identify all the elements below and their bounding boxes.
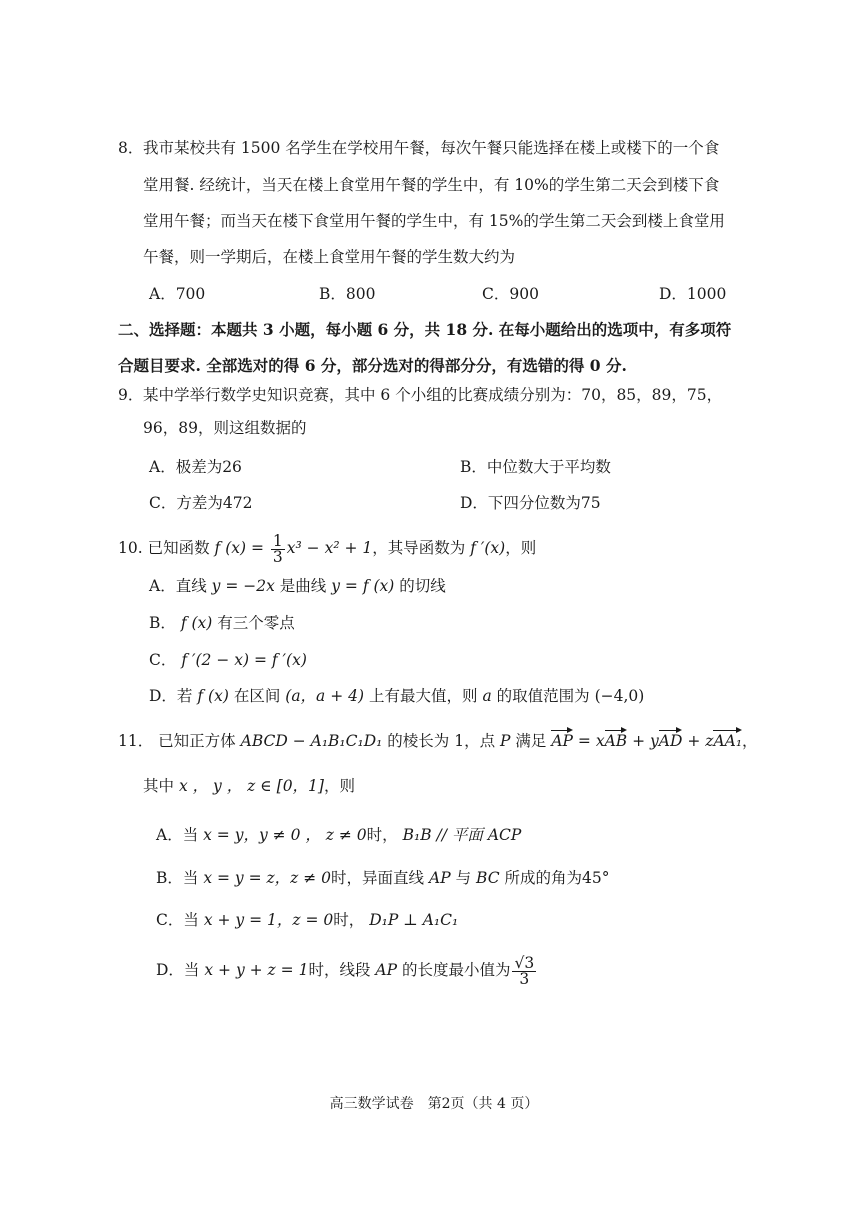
q11-eq-x: = x (577, 732, 605, 750)
q10-d-mid2: 上有最大值，则 (368, 687, 478, 705)
q10-func: f (x) = (214, 539, 264, 557)
q10-b-eq: f (x) (180, 614, 213, 632)
q11-number: 11． (118, 732, 154, 750)
q9-option-b: B．中位数大于平均数 (460, 458, 611, 476)
q11-stem-end: ， (742, 732, 758, 750)
q11-a-label: A．当 (156, 826, 199, 844)
q11-a-eq: x = y，y ≠ 0 ， z ≠ 0 (203, 826, 367, 844)
q10-fraction (271, 531, 285, 566)
q11-c-label: C．当 (156, 911, 199, 929)
q11-c-eq2: D₁P ⊥ A₁C₁ (369, 911, 459, 929)
q10-d-label: D．若 (149, 687, 193, 705)
q10-a-end: 的切线 (399, 577, 446, 595)
q8-line-1: 我市某校共有 1500 名学生在学校用午餐，每次午餐只能选择在楼上或楼下的一个食 (143, 139, 720, 157)
q10-a-eq2: y = f (x) (331, 577, 395, 595)
q11-cube: ABCD − A₁B₁C₁D₁ (240, 732, 383, 750)
q11-b-label: B．当 (156, 869, 199, 887)
page-footer: 高三数学试卷 第2页（共 4 页） (329, 1096, 539, 1112)
q11-stem-pre: 已知正方体 (158, 732, 236, 750)
q10-poly: x³ − x² + 1 (286, 539, 373, 557)
q11-eq-y: + y (632, 732, 659, 750)
q10-stem (118, 533, 536, 565)
q10-b-end: 有三个零点 (217, 614, 295, 632)
q11-c-mid: 时， (333, 911, 365, 929)
q10-frac-num: 1 (272, 531, 283, 550)
q11-stem-mid: 的棱长为 1，点 (387, 732, 496, 750)
q10-d-eq1: f (x) (197, 687, 229, 705)
q11-stem (118, 731, 758, 751)
q11-d-frac-den: 3 (519, 969, 530, 988)
q10-frac-den: 3 (272, 547, 283, 566)
q10-b-label: B． (149, 614, 176, 632)
q10-stem-pre: 已知函数 (147, 539, 210, 557)
section2-heading-line-2: 合题目要求. 全部选对的得 6 分，部分选对的得部分分，有选错的得 0 分. (118, 356, 627, 375)
q9-option-c: C．方差为472 (149, 494, 253, 512)
q11-point-p: P (500, 732, 511, 750)
q10-number: 10. (118, 539, 143, 557)
q10-option-c (149, 650, 307, 670)
q11-eq-z: + z (687, 732, 714, 750)
q11-d-ap: AP (375, 961, 398, 979)
q11-a-eq2: B₁B // 平面 ACP (402, 826, 522, 844)
q11-d-eq: x + y + z = 1 (204, 961, 309, 979)
q10-c-eq: f ′(2 − x) = f ′(x) (181, 651, 307, 669)
q10-d-eq2: (a，a + 4) (285, 687, 365, 705)
q11-b-end: 所成的角为45° (504, 869, 610, 887)
q9-number: 9． (118, 386, 144, 404)
q10-stem-mid: ，其导函数为 (372, 539, 466, 557)
q8-number: 8． (118, 139, 144, 157)
q11-a-mid: 时， (366, 826, 398, 844)
q10-option-a (149, 576, 446, 596)
q11-d-fraction (512, 953, 536, 988)
q10-a-eq1: y = −2x (211, 577, 275, 595)
q9-option-d: D．下四分位数为75 (460, 494, 601, 512)
q11-vec-ab: AB (604, 732, 628, 750)
q10-option-d (149, 686, 644, 706)
q11-c-eq: x + y = 1，z = 0 (203, 911, 334, 929)
q11-b-mid: 时，异面直线 (331, 869, 425, 887)
q8-line-2: 堂用餐. 经统计，当天在楼上食堂用午餐的学生中，有 10%的学生第二天会到楼下食 (143, 176, 720, 194)
q10-d-mid1: 在区间 (233, 687, 281, 705)
q11-b-ap: AP (429, 869, 451, 887)
q8-option-d: D．1000 (659, 285, 727, 303)
q11-d-label: D．当 (156, 961, 200, 979)
q11-line2-pre: 其中 (143, 777, 175, 795)
q11-option-a (156, 825, 521, 845)
q8-option-c: C．900 (482, 285, 539, 303)
q11-d-mid2: 的长度最小值为 (401, 961, 511, 979)
q9-line-1: 某中学举行数学史知识竞赛，其中 6 个小组的比赛成绩分别为：70，85，89，75， (143, 386, 723, 404)
q11-option-c (156, 910, 458, 930)
q11-d-frac-num: √3 (514, 953, 535, 972)
q11-line2-end: ，则 (323, 777, 355, 795)
q10-option-b (149, 613, 295, 633)
q8-option-a: A．700 (149, 285, 206, 303)
q10-stem-end: ，则 (505, 539, 537, 557)
q8-line-3: 堂用午餐；而当天在楼下食堂用午餐的学生中，有 15%的学生第二天会到楼上食堂用 (143, 212, 725, 230)
q11-b-with: 与 (455, 869, 472, 887)
q11-vec-ap: AP (551, 732, 573, 750)
q11-b-bc: BC (476, 869, 500, 887)
q10-d-eq3: a (482, 687, 492, 705)
q9-line-2: 96，89，则这组数据的 (143, 419, 307, 437)
q11-line2-vars: x ， y ， z ∈ [0，1] (178, 777, 324, 795)
q11-b-eq: x = y = z，z ≠ 0 (203, 869, 332, 887)
q11-line-2 (143, 776, 355, 796)
q11-stem-mid2: 满足 (515, 732, 547, 750)
q11-option-b (156, 868, 609, 888)
q11-option-d (156, 950, 538, 990)
q9-option-a: A．极差为26 (149, 458, 242, 476)
q11-vec-aa1: AA₁ (713, 732, 743, 750)
q10-a-mid: 是曲线 (279, 577, 327, 595)
q11-d-mid: 时，线段 (308, 961, 371, 979)
q10-a-label: A．直线 (149, 577, 207, 595)
q8-option-b: B．800 (319, 285, 376, 303)
q10-derivative: f ′(x) (470, 539, 506, 557)
q10-d-eq4: (−4,0) (594, 687, 645, 705)
q10-d-mid3: 的取值范围为 (496, 687, 590, 705)
q8-line-4: 午餐，则一学期后，在楼上食堂用午餐的学生数大约为 (143, 248, 516, 266)
section2-heading-line-1: 二、选择题：本题共 3 小题，每小题 6 分，共 18 分. 在每小题给出的选项中，有多项符 (118, 320, 732, 339)
q10-c-label: C． (149, 651, 177, 669)
q11-vec-ad: AD (658, 732, 683, 750)
